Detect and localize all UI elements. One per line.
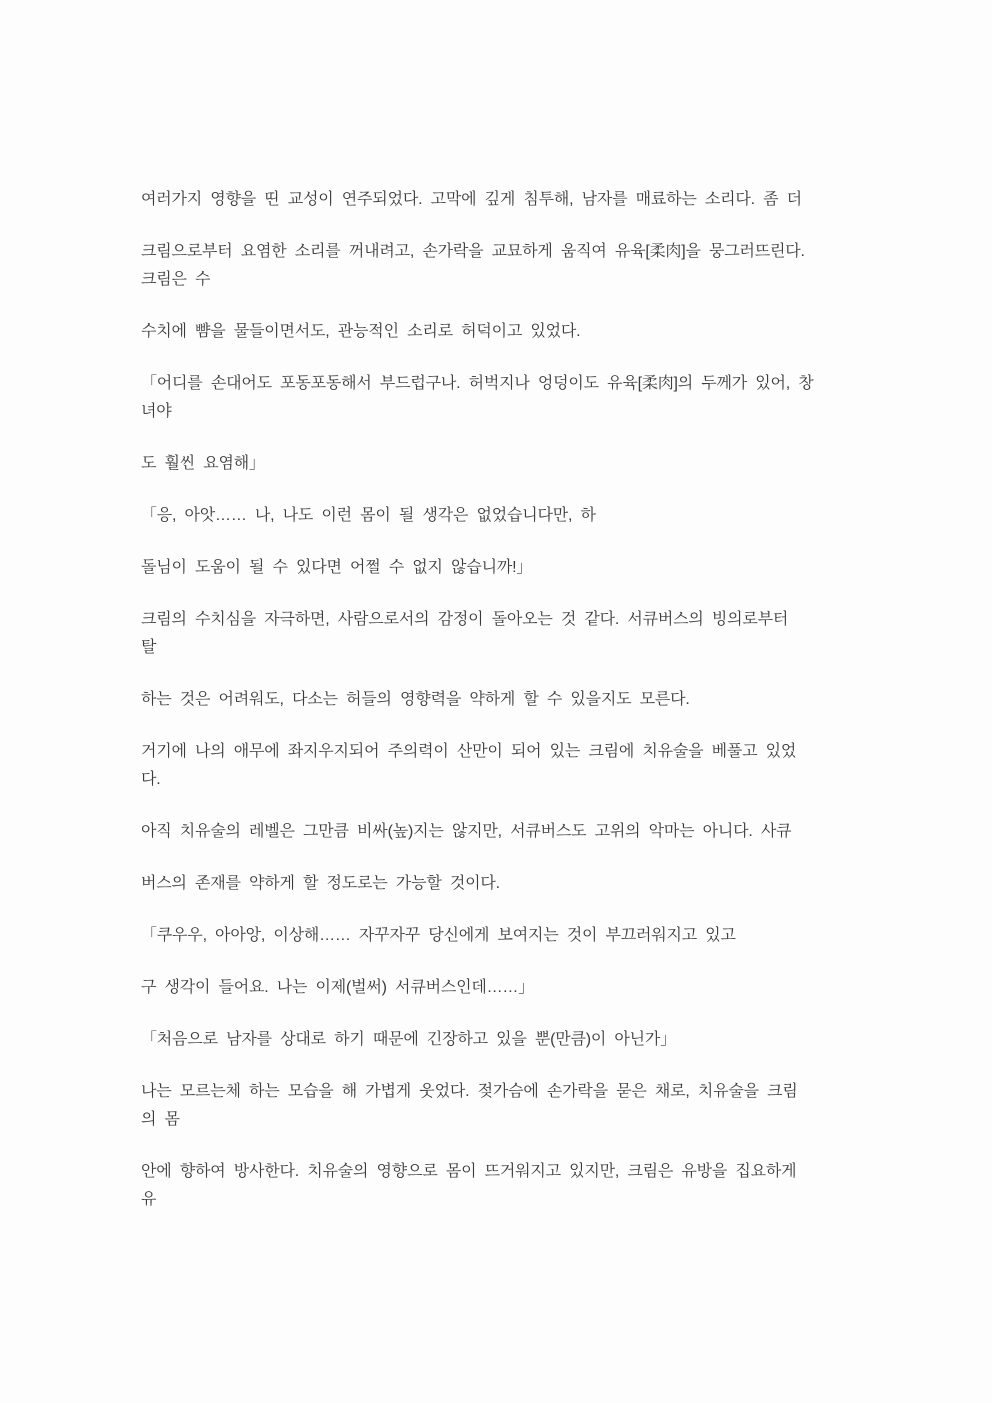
text-line: 돌님이 도움이 될 수 있다면 어쩔 수 없지 않습니까!」 (141, 559, 533, 576)
text-line: 버스의 존재를 약하게 할 정도로는 가능할 것이다. (141, 875, 500, 892)
paragraph (141, 450, 861, 478)
text-line: 수치에 뺨을 물들이면서도, 관능적인 소리로 허덕이고 있었다. (141, 323, 581, 340)
paragraph (141, 502, 861, 530)
text-line: 여러가지 영향을 띤 교성이 연주되었다. 고막에 깊게 침투해, 남자를 매료하는 소리다. 좀 더 (141, 191, 802, 208)
text-line: 크림으로부터 요염한 소리를 꺼내려고, 손가락을 교묘하게 움직여 유육[柔肉]을 뭉그러뜨린다. (141, 243, 805, 260)
paragraph (141, 922, 861, 950)
text-line: 거기에 나의 애무에 좌지우지되어 주의력이 산만이 되어 있는 크림에 치유술을 베풀고 있었 (141, 743, 797, 760)
paragraph (141, 974, 861, 1002)
text-block (141, 186, 861, 1238)
text-line: 도 훨씬 요염해」 (141, 455, 265, 472)
paragraph (141, 554, 861, 582)
paragraph (141, 870, 861, 898)
text-line: 구 생각이 들어요. 나는 이제(벌써) 서큐버스인데……」 (141, 979, 534, 996)
text-line: 「응, 아앗…… 나, 나도 이런 몸이 될 생각은 없었습니다만, 하 (141, 507, 596, 524)
paragraph (141, 186, 861, 214)
text-line: 크림의 수치심을 자극하면, 사람으로서의 감정이 돌아오는 것 같다. 서큐버스의 빙의로부터 (141, 611, 789, 628)
text-line: 다. (141, 771, 161, 788)
text-line: 탈 (141, 639, 157, 656)
paragraph (141, 606, 861, 662)
paragraph (141, 370, 861, 426)
text-line: 아직 치유술의 레벨은 그만큼 비싸(높)지는 않지만, 서큐버스도 고위의 악마는 아니다. 사큐 (141, 823, 792, 840)
text-line: 크림은 수 (141, 271, 211, 288)
paragraph (141, 318, 861, 346)
text-line: 유 (141, 1191, 157, 1208)
paragraph (141, 686, 861, 714)
paragraph (141, 1158, 861, 1214)
text-line: 「쿠우우, 아아앙, 이상해…… 자꾸자꾸 당신에게 보여지는 것이 부끄러워지고 있고 (141, 927, 736, 944)
text-line: 나는 모르는체 하는 모습을 해 가볍게 웃었다. 젖가슴에 손가락을 묻은 채로, 치유술을 크림 (141, 1083, 798, 1100)
text-line: 「어디를 손대어도 포동포동해서 부드럽구나. 허벅지나 엉덩이도 유육[柔肉]의 두께가 있어, 창 (141, 375, 814, 392)
paragraph (141, 738, 861, 794)
text-line: 녀야 (141, 403, 172, 420)
text-line: 하는 것은 어려워도, 다소는 허들의 영향력을 약하게 할 수 있을지도 모른다. (141, 691, 690, 708)
paragraph (141, 1026, 861, 1054)
paragraph (141, 1078, 861, 1134)
text-line: 의 몸 (141, 1111, 180, 1128)
paragraph (141, 238, 861, 294)
text-line: 「처음으로 남자를 상대로 하기 때문에 긴장하고 있을 뿐(만큼)이 아닌가」 (141, 1031, 676, 1048)
paragraph (141, 818, 861, 846)
text-line: 안에 향하여 방사한다. 치유술의 영향으로 몸이 뜨거워지고 있지만, 크림은 유방을 집요하게 (141, 1163, 797, 1180)
